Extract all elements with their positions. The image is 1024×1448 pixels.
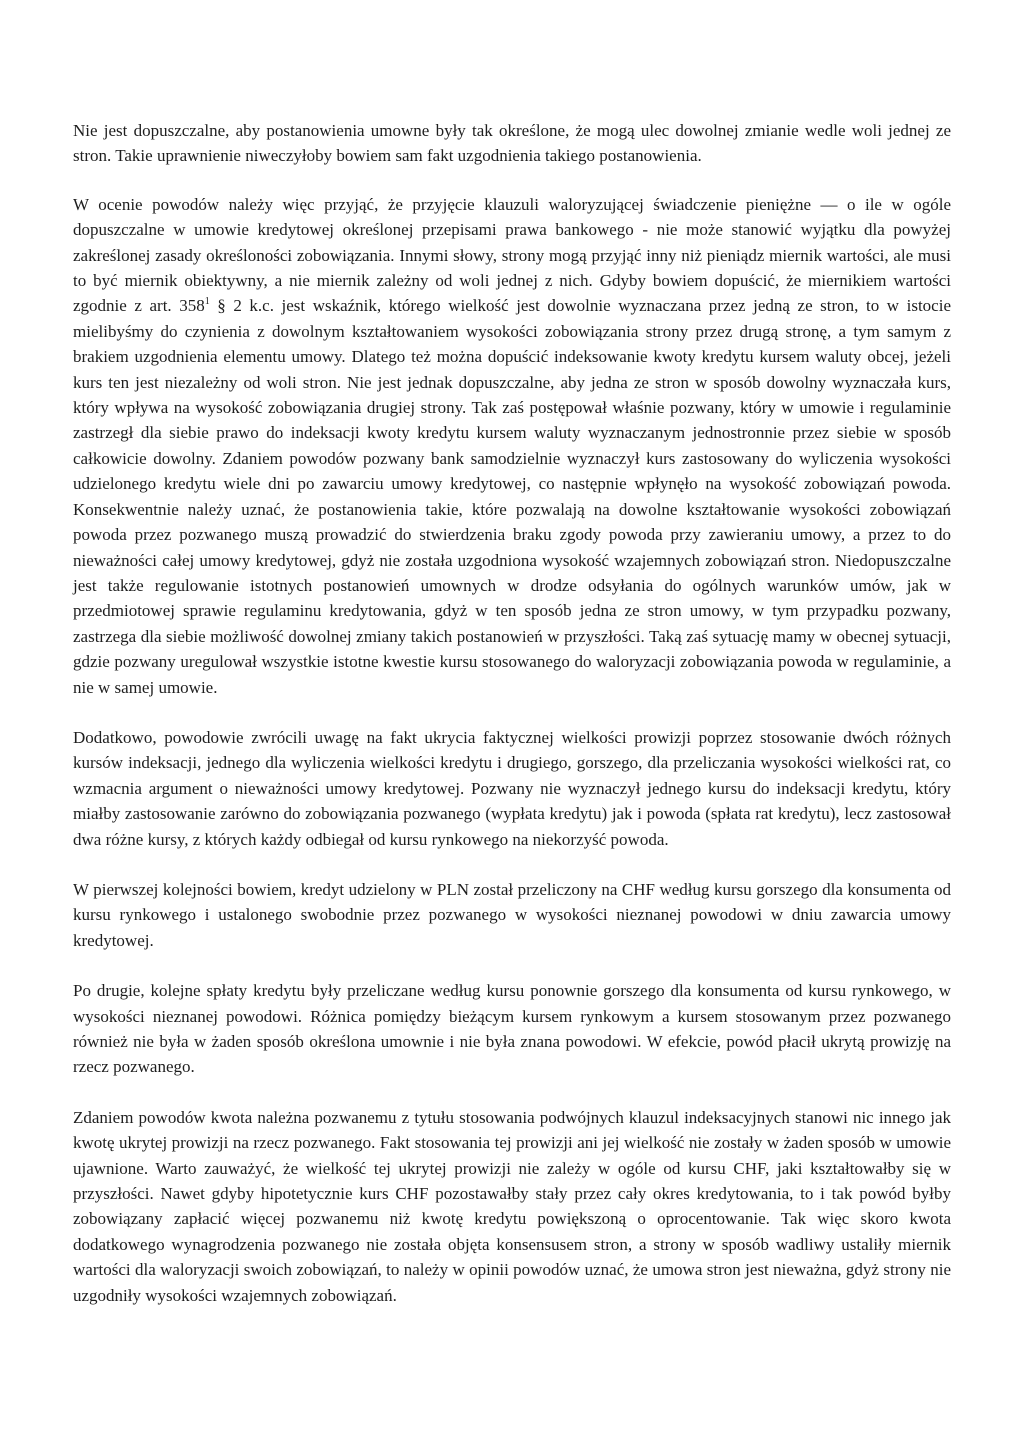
paragraph-3: Dodatkowo, powodowie zwrócili uwagę na fakt ukrycia faktycznej wielkości prowizji poprzez stosowanie dwóch różnych kursów indeksacji, jednego dla wyliczenia wielkości kredytu i drugiego, gorszego, dla przeliczania wysokości wielkości rat, co wzmacnia argument o nieważności umowy kredytowej. Pozwany nie wyznaczył jednego kursu do indeksacji kredytu, który miałby zastosowanie zarówno do zobowiązania pozwanego (wypłata kredytu) jak i powoda (spłata rat kredytu), lecz zastosował dwa różne kursy, z których każdy odbiegał od kursu rynkowego na niekorzyść powoda. bbox=[73, 727, 951, 849]
document-page bbox=[73, 118, 951, 1333]
paragraph-4: W pierwszej kolejności bowiem, kredyt udzielony w PLN został przeliczony na CHF według kursu gorszego dla konsumenta od kursu rynkowego i ustalonego swobodnie przez pozwanego w wysokości nieznanej powodowi w dniu zawarcia umowy kredytowej. bbox=[73, 879, 951, 950]
paragraph-2 bbox=[73, 192, 951, 700]
paragraph-2-text-after-superscript: § 2 k.c. jest wskaźnik, którego wielkość jest dowolnie wyznaczana przez jedną ze stron, to w istocie mielibyśmy do czynienia z dowolnym kształtowaniem wysokości zobowiązania strony przez drugą stronę, a tym samym z brakiem uzgodnienia elementu umowy. Dlatego też można dopuścić indeksowanie kwoty kredytu kursem waluty obcej, jeżeli kurs ten jest niezależny od woli stron. Nie jest jednak dopuszczalne, aby jedna ze stron w sposób dowolny wyznaczała kurs, który wpływa na wysokość zobowiązania drugiej strony. Tak zaś postępował właśnie pozwany, który w umowie i regulaminie zastrzegł dla siebie prawo do indeksacji kwoty kredytu kursem waluty wyznaczanym jednostronnie przez siebie w sposób całkowicie dowolny. Zdaniem powodów pozwany bank samodzielnie wyznaczył kurs zastosowany do wyliczenia wysokości udzielonego kredytu wiele dni po zawarciu umowy kredytowej, co następnie wpłynęło na wysokość zobowiązań powoda. Konsekwentnie należy uznać, że postanowienia takie, które pozwalają na dowolne kształtowanie wysokości zobowiązań powoda przez pozwanego muszą prowadzić do stwierdzenia braku zgody powoda przy zawieraniu umowy, a przez to do nieważności całej umowy kredytowej, gdyż nie została uzgodniona wysokość wzajemnych zobowiązań stron. Niedopuszczalne jest także regulowanie istotnych postanowień umownych w drodze odsyłania do ogólnych warunków umów, jak w przedmiotowej sprawie regulaminu kredytowania, gdyż w ten sposób jedna ze stron umowy, w tym przypadku pozwany, zastrzega dla siebie możliwość dowolnej zmiany takich postanowień w przyszłości. Taką zaś sytuację mamy w obecnej sytuacji, gdzie pozwany uregulował wszystkie istotne kwestie kursu stosowanego do waloryzacji zobowiązania powoda w regulaminie, a nie w samej umowie. bbox=[73, 296, 951, 697]
paragraph-6: Zdaniem powodów kwota należna pozwanemu z tytułu stosowania podwójnych klauzul indeksacyjnych stanowi nic innego jak kwotę ukrytej prowizji na rzecz pozwanego. Fakt stosowania tej prowizji ani jej wielkość nie zostały w żaden sposób w umowie ujawnione. Warto zauważyć, że wielkość tej ukrytej prowizji nie zależy w ogóle od kursu CHF, jaki kształtowałby się w przyszłości. Nawet gdyby hipotetycznie kurs CHF pozostawałby stały przez cały okres kredytowania, to i tak powód byłby zobowiązany zapłacić więcej pozwanemu niż kwotę kredytu powiększoną o oprocentowanie. Tak więc skoro kwota dodatkowego wynagrodzenia pozwanego nie została objęta konsensusem stron, a strony w sposób wadliwy ustaliły miernik wartości dla waloryzacji swoich zobowiązań, to należy w opinii powodów uznać, że umowa stron jest nieważna, gdyż strony nie uzgodniły wysokości wzajemnych zobowiązań. bbox=[73, 1107, 951, 1305]
article-superscript: 1 bbox=[204, 296, 210, 308]
paragraph-2-text-before-superscript: W ocenie powodów należy więc przyjąć, że przyjęcie klauzuli waloryzującej świadczenie pieniężne — o ile w ogóle dopuszczalne w umowie kredytowej określonej przepisami prawa bankowego - nie może stanowić wyjątku dla powyżej zakreślonej zasady określoności zobowiązania. Innymi słowy, strony mogą przyjąć inny niż pieniądz miernik wartości, ale musi to być miernik obiektywny, a nie miernik zależny od woli jednej z nich. Gdyby bowiem dopuścić, że miernikiem wartości zgodnie z art. 358 bbox=[73, 194, 951, 316]
paragraph-1: Nie jest dopuszczalne, aby postanowienia umowne były tak określone, że mogą ulec dowolnej zmianie wedle woli jednej ze stron. Takie uprawnienie niweczyłoby bowiem sam fakt uzgodnienia takiego postanowienia. bbox=[73, 121, 951, 166]
paragraph-5: Po drugie, kolejne spłaty kredytu były przeliczane według kursu ponownie gorszego dla konsumenta od kursu rynkowego, w wysokości nieznanej powodowi. Różnica pomiędzy bieżącym kursem rynkowym a kursem stosowanym przez pozwanego również nie była w żaden sposób określona umownie i nie była znana powodowi. W efekcie, powód płacił ukrytą prowizję na rzecz pozwanego. bbox=[73, 981, 951, 1077]
